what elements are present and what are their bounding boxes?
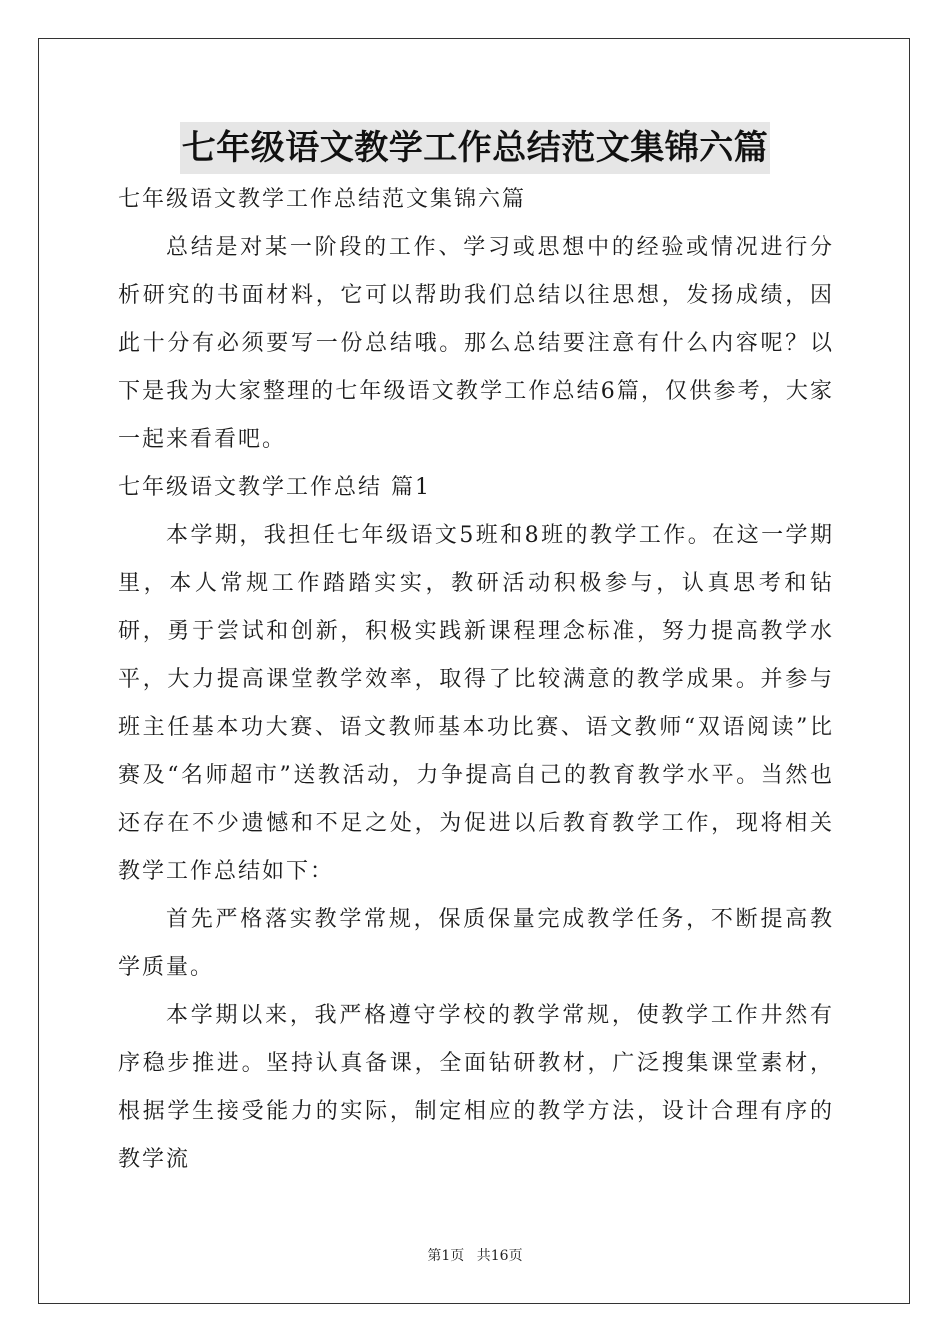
page-total: 共16页 [476, 1248, 523, 1264]
title-container [0, 122, 950, 174]
section-heading: 七年级语文教学工作总结 篇1 [118, 475, 431, 500]
body-paragraph: 首先严格落实教学常规，保质保量完成教学任务，不断提高教学质量。 [118, 907, 834, 980]
document-body [118, 176, 834, 1184]
page-footer [0, 1245, 950, 1265]
page-number: 第1页 [427, 1248, 465, 1264]
document-title: 七年级语文教学工作总结范文集锦六篇 [180, 122, 771, 174]
intro-paragraph: 总结是对某一阶段的工作、学习或思想中的经验或情况进行分析研究的书面材料，它可以帮助我们总结以往思想，发扬成绩，因此十分有必须要写一份总结哦。那么总结要注意有什么内容呢？以下是我为大家整理的七年级语文教学工作总结6篇，仅供参考，大家一起来看看吧。 [118, 235, 834, 452]
body-paragraph: 本学期以来，我严格遵守学校的教学常规，使教学工作井然有序稳步推进。坚持认真备课，全面钻研教材，广泛搜集课堂素材，根据学生接受能力的实际，制定相应的教学方法，设计合理有序的教学流 [118, 1003, 834, 1172]
body-paragraph: 本学期，我担任七年级语文5班和8班的教学工作。在这一学期里，本人常规工作踏踏实实，教研活动积极参与，认真思考和钻研，勇于尝试和创新，积极实践新课程理念标准，努力提高教学水平，大力提高课堂教学效率，取得了比较满意的教学成果。并参与班主任基本功大赛、语文教师基本功比赛、语文教师“双语阅读”比赛及“名师超市”送教活动，力争提高自己的教育教学水平。当然也还存在不少遗憾和不足之处，为促进以后教育教学工作，现将相关教学工作总结如下： [118, 523, 834, 884]
document-subtitle: 七年级语文教学工作总结范文集锦六篇 [118, 187, 527, 212]
